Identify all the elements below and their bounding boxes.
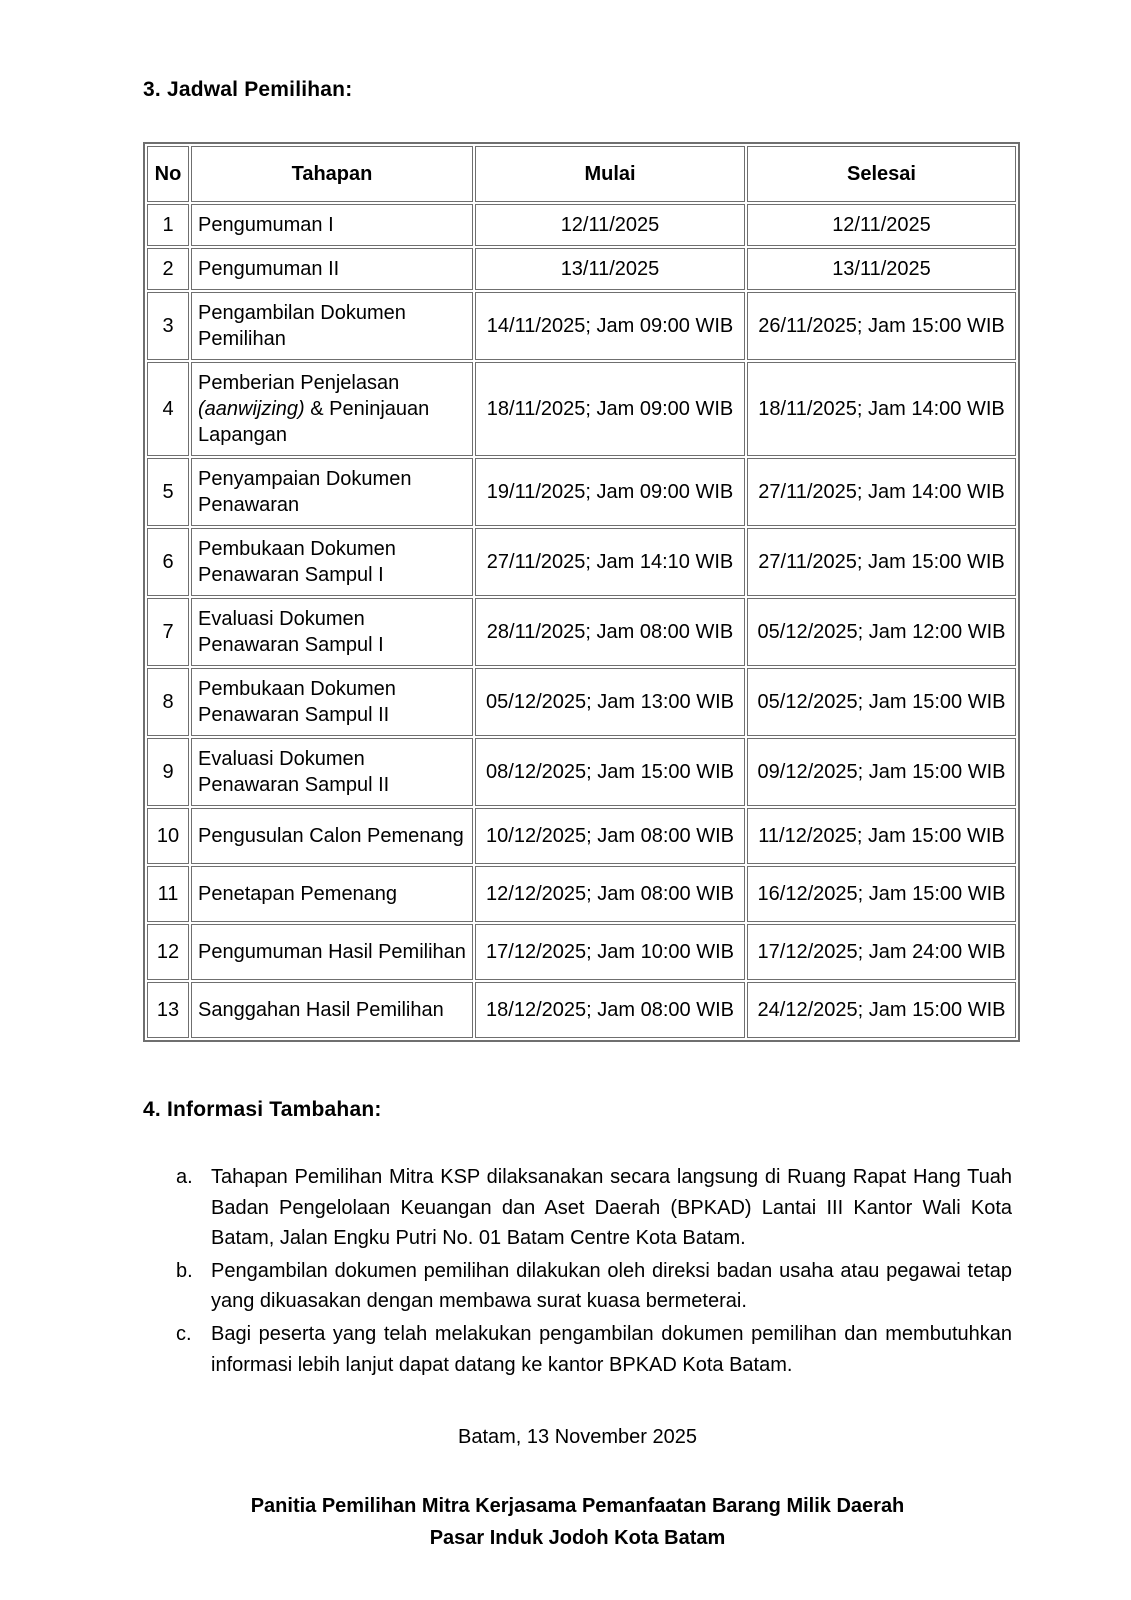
- cell-no: 9: [147, 738, 189, 806]
- table-row: [147, 738, 1016, 806]
- cell-selesai: 24/12/2025; Jam 15:00 WIB: [747, 982, 1016, 1038]
- table-row: [147, 204, 1016, 246]
- text-segment: & Peninjauan Lapangan: [198, 398, 430, 446]
- cell-no: 10: [147, 808, 189, 864]
- cell-tahapan: Penyampaian Dokumen Penawaran: [191, 458, 473, 526]
- table-row: [147, 248, 1016, 290]
- table-row: [147, 458, 1016, 526]
- table-row: [147, 668, 1016, 736]
- cell-no: 6: [147, 528, 189, 596]
- cell-mulai: 18/11/2025; Jam 09:00 WIB: [475, 362, 745, 456]
- cell-mulai: 13/11/2025: [475, 248, 745, 290]
- table-header-row: [147, 146, 1016, 202]
- cell-no: 12: [147, 924, 189, 980]
- table-row: [147, 292, 1016, 360]
- cell-selesai: 05/12/2025; Jam 15:00 WIB: [747, 668, 1016, 736]
- cell-mulai: 28/11/2025; Jam 08:00 WIB: [475, 598, 745, 666]
- cell-mulai: 18/12/2025; Jam 08:00 WIB: [475, 982, 745, 1038]
- cell-no: 8: [147, 668, 189, 736]
- cell-tahapan: Sanggahan Hasil Pemilihan: [191, 982, 473, 1038]
- cell-mulai: 05/12/2025; Jam 13:00 WIB: [475, 668, 745, 736]
- italic-text: (aanwijzing): [198, 398, 305, 420]
- cell-no: 3: [147, 292, 189, 360]
- committee-line-2: Pasar Induk Jodoh Kota Batam: [429, 1526, 726, 1549]
- info-item: [176, 1319, 1012, 1380]
- cell-tahapan: Pembukaan Dokumen Penawaran Sampul II: [191, 668, 473, 736]
- cell-no: 4: [147, 362, 189, 456]
- table-row: [147, 528, 1016, 596]
- cell-tahapan: Evaluasi Dokumen Penawaran Sampul I: [191, 598, 473, 666]
- section4-heading: 4. Informasi Tambahan:: [143, 1098, 382, 1121]
- table-row: [147, 866, 1016, 922]
- cell-tahapan: Penetapan Pemenang: [191, 866, 473, 922]
- cell-tahapan: Pengumuman II: [191, 248, 473, 290]
- cell-no: 7: [147, 598, 189, 666]
- list-marker: c.: [176, 1322, 192, 1345]
- schedule-table: [143, 142, 1020, 1042]
- section3-heading: 3. Jadwal Pemilihan:: [143, 78, 353, 101]
- cell-no: 1: [147, 204, 189, 246]
- cell-mulai: 19/11/2025; Jam 09:00 WIB: [475, 458, 745, 526]
- info-item: [176, 1256, 1012, 1317]
- table-row: [147, 808, 1016, 864]
- info-text: Tahapan Pemilihan Mitra KSP dilaksanakan secara langsung di Ruang Rapat Hang Tuah Badan Pengelolaan Keuangan dan Aset Daerah (BPKAD) Lantai III Kantor Wali Kota Batam, Jalan Engku Putri No. 01 Batam Centre Kota Batam.: [211, 1166, 1012, 1250]
- info-text: Bagi peserta yang telah melakukan pengambilan dokumen pemilihan dan membutuhkan informasi lebih lanjut dapat datang ke kantor BPKAD Kota Batam.: [211, 1322, 1012, 1376]
- column-header-no: No: [147, 146, 189, 202]
- cell-mulai: 17/12/2025; Jam 10:00 WIB: [475, 924, 745, 980]
- cell-selesai: 27/11/2025; Jam 15:00 WIB: [747, 528, 1016, 596]
- cell-tahapan: Pengambilan Dokumen Pemilihan: [191, 292, 473, 360]
- list-marker: a.: [176, 1166, 193, 1188]
- cell-selesai: 12/11/2025: [747, 204, 1016, 246]
- cell-tahapan: Pengumuman Hasil Pemilihan: [191, 924, 473, 980]
- cell-mulai: 10/12/2025; Jam 08:00 WIB: [475, 808, 745, 864]
- cell-selesai: 18/11/2025; Jam 14:00 WIB: [747, 362, 1016, 456]
- cell-tahapan: [191, 362, 473, 456]
- cell-mulai: 14/11/2025; Jam 09:00 WIB: [475, 292, 745, 360]
- cell-selesai: 11/12/2025; Jam 15:00 WIB: [747, 808, 1016, 864]
- cell-mulai: 08/12/2025; Jam 15:00 WIB: [475, 738, 745, 806]
- table-row: [147, 362, 1016, 456]
- cell-selesai: 27/11/2025; Jam 14:00 WIB: [747, 458, 1016, 526]
- cell-selesai: 26/11/2025; Jam 15:00 WIB: [747, 292, 1016, 360]
- cell-tahapan: Pengusulan Calon Pemenang: [191, 808, 473, 864]
- cell-selesai: 13/11/2025: [747, 248, 1016, 290]
- cell-selesai: 16/12/2025; Jam 15:00 WIB: [747, 866, 1016, 922]
- dateline: Batam, 13 November 2025: [457, 1426, 698, 1449]
- cell-mulai: 12/11/2025: [475, 204, 745, 246]
- info-text: Pengambilan dokumen pemilihan dilakukan oleh direksi badan usaha atau pegawai tetap yang dikuasakan dengan membawa surat kuasa bermeterai.: [211, 1259, 1012, 1313]
- cell-tahapan: Pembukaan Dokumen Penawaran Sampul I: [191, 528, 473, 596]
- cell-selesai: 17/12/2025; Jam 24:00 WIB: [747, 924, 1016, 980]
- table-row: [147, 982, 1016, 1038]
- table-row: [147, 598, 1016, 666]
- info-item: [176, 1162, 1012, 1254]
- cell-no: 11: [147, 866, 189, 922]
- cell-tahapan: Pengumuman I: [191, 204, 473, 246]
- committee-name: [143, 1491, 1012, 1554]
- column-header-tahapan: Tahapan: [191, 146, 473, 202]
- cell-tahapan: Evaluasi Dokumen Penawaran Sampul II: [191, 738, 473, 806]
- additional-info-list: [143, 1162, 1012, 1380]
- cell-no: 2: [147, 248, 189, 290]
- cell-mulai: 12/12/2025; Jam 08:00 WIB: [475, 866, 745, 922]
- committee-line-1: Panitia Pemilihan Mitra Kerjasama Pemanfaatan Barang Milik Daerah: [250, 1495, 905, 1518]
- table-row: [147, 924, 1016, 980]
- list-marker: b.: [176, 1259, 193, 1282]
- column-header-mulai: Mulai: [475, 146, 745, 202]
- text-segment: Pemberian Penjelasan: [198, 372, 400, 394]
- cell-no: 5: [147, 458, 189, 526]
- cell-selesai: 05/12/2025; Jam 12:00 WIB: [747, 598, 1016, 666]
- cell-mulai: 27/11/2025; Jam 14:10 WIB: [475, 528, 745, 596]
- cell-selesai: 09/12/2025; Jam 15:00 WIB: [747, 738, 1016, 806]
- cell-no: 13: [147, 982, 189, 1038]
- column-header-selesai: Selesai: [747, 146, 1016, 202]
